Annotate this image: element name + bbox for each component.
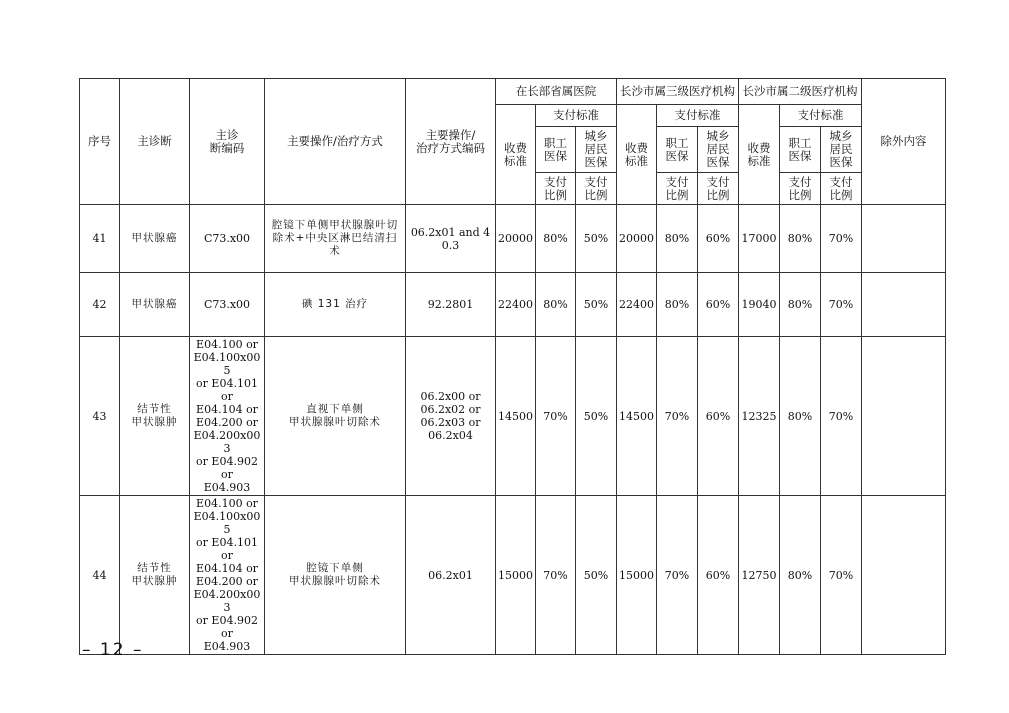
header-pay-std-3: 支付标准 [780,105,862,127]
cell-fee-2: 22400 [617,273,657,337]
header-pay-std-1: 支付标准 [536,105,617,127]
header-res-ins-1: 城乡 居民 医保 [576,127,617,173]
cell-diagnosis-code: C73.x00 [190,273,265,337]
cell-emp-ratio-1: 80% [536,273,576,337]
cell-procedure: 腔镜下单侧甲状腺腺叶切 除术+中央区淋巴结清扫术 [265,205,406,273]
cell-diagnosis-code: E04.100 or E04.100x005 or E04.101 or E04.104 or E04.200 or E04.200x003 or E04.902 or E04.903 [190,496,265,655]
cell-exclude [862,205,946,273]
header-diagnosis: 主诊断 [120,79,190,205]
header-ratio-1a: 支付 比例 [536,173,576,205]
cell-seq: 42 [80,273,120,337]
cell-procedure-code: 06.2x01 and 40.3 [406,205,496,273]
cell-fee-3: 12325 [739,337,780,496]
header-res-ins-2: 城乡 居民 医保 [698,127,739,173]
cell-diagnosis: 结节性 甲状腺肿 [120,496,190,655]
cell-seq: 43 [80,337,120,496]
cell-fee-1: 22400 [496,273,536,337]
cell-emp-ratio-2: 70% [657,337,698,496]
header-emp-ins-1: 职工 医保 [536,127,576,173]
cell-fee-1: 20000 [496,205,536,273]
header-emp-ins-3: 职工 医保 [780,127,821,173]
header-diagnosis-code: 主诊 断编码 [190,79,265,205]
cell-res-ratio-2: 60% [698,205,739,273]
cell-fee-3: 19040 [739,273,780,337]
header-fee-std-1: 收费 标准 [496,105,536,205]
cell-fee-2: 14500 [617,337,657,496]
header-res-ins-3: 城乡 居民 医保 [821,127,862,173]
cell-procedure: 腔镜下单侧 甲状腺腺叶切除术 [265,496,406,655]
header-ratio-3b: 支付 比例 [821,173,862,205]
cell-procedure: 直视下单侧 甲状腺腺叶切除术 [265,337,406,496]
cell-emp-ratio-1: 80% [536,205,576,273]
cell-emp-ratio-1: 70% [536,337,576,496]
cell-diagnosis: 甲状腺癌 [120,205,190,273]
header-seq: 序号 [80,79,120,205]
table-row [80,496,946,655]
cell-fee-1: 14500 [496,337,536,496]
cell-emp-ratio-3: 80% [780,273,821,337]
cell-res-ratio-1: 50% [576,337,617,496]
cell-exclude [862,337,946,496]
cell-res-ratio-3: 70% [821,337,862,496]
cell-seq: 44 [80,496,120,655]
cell-exclude [862,496,946,655]
cell-res-ratio-2: 60% [698,337,739,496]
cell-fee-3: 12750 [739,496,780,655]
cell-diagnosis: 甲状腺癌 [120,273,190,337]
header-hospital-group-1: 在长部省属医院 [496,79,617,105]
cell-emp-ratio-1: 70% [536,496,576,655]
cell-emp-ratio-3: 80% [780,337,821,496]
cell-procedure-code: 92.2801 [406,273,496,337]
cell-procedure: 碘 131 治疗 [265,273,406,337]
cell-seq: 41 [80,205,120,273]
cell-fee-2: 15000 [617,496,657,655]
cell-emp-ratio-2: 80% [657,205,698,273]
cell-res-ratio-2: 60% [698,273,739,337]
cell-diagnosis: 结节性 甲状腺肿 [120,337,190,496]
header-ratio-1b: 支付 比例 [576,173,617,205]
cell-fee-1: 15000 [496,496,536,655]
cell-res-ratio-2: 60% [698,496,739,655]
cell-exclude [862,273,946,337]
header-ratio-2b: 支付 比例 [698,173,739,205]
header-fee-std-3: 收费 标准 [739,105,780,205]
cell-procedure-code: 06.2x01 [406,496,496,655]
cell-emp-ratio-3: 80% [780,496,821,655]
drg-payment-table [79,78,946,655]
header-pay-std-2: 支付标准 [657,105,739,127]
cell-res-ratio-3: 70% [821,273,862,337]
cell-diagnosis-code: E04.100 or E04.100x005 or E04.101 or E04.104 or E04.200 or E04.200x003 or E04.902 or E04.903 [190,337,265,496]
header-hospital-group-2: 长沙市属三级医疗机构 [617,79,739,105]
cell-procedure-code: 06.2x00 or 06.2x02 or 06.2x03 or 06.2x04 [406,337,496,496]
cell-emp-ratio-2: 70% [657,496,698,655]
table-row [80,337,946,496]
cell-res-ratio-3: 70% [821,205,862,273]
header-emp-ins-2: 职工 医保 [657,127,698,173]
header-procedure: 主要操作/治疗方式 [265,79,406,205]
header-exclude: 除外内容 [862,79,946,205]
cell-emp-ratio-2: 80% [657,273,698,337]
table-row [80,205,946,273]
cell-res-ratio-1: 50% [576,273,617,337]
table-row [80,273,946,337]
cell-res-ratio-1: 50% [576,205,617,273]
cell-emp-ratio-3: 80% [780,205,821,273]
header-hospital-group-3: 长沙市属二级医疗机构 [739,79,862,105]
cell-diagnosis-code: C73.x00 [190,205,265,273]
cell-fee-3: 17000 [739,205,780,273]
cell-fee-2: 20000 [617,205,657,273]
header-fee-std-2: 收费 标准 [617,105,657,205]
header-ratio-2a: 支付 比例 [657,173,698,205]
header-procedure-code: 主要操作/ 治疗方式编码 [406,79,496,205]
cell-res-ratio-1: 50% [576,496,617,655]
header-row-1 [80,79,946,105]
page-number: – 12 – [82,640,144,660]
cell-res-ratio-3: 70% [821,496,862,655]
header-ratio-3a: 支付 比例 [780,173,821,205]
